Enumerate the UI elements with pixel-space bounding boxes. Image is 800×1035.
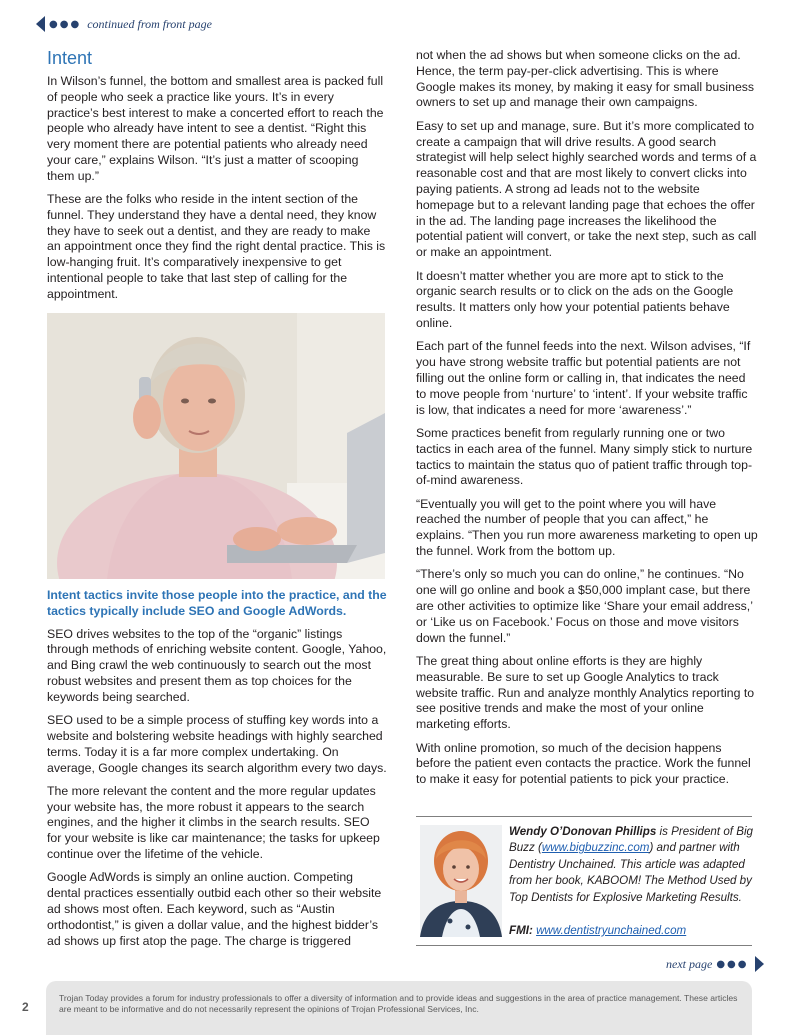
continued-from-marker — [36, 14, 212, 34]
woman-on-phone-photo — [47, 313, 385, 579]
dentistryunchained-link[interactable]: www.dentistryunchained.com — [536, 924, 687, 937]
author-name: Wendy O’Donovan Phillips — [509, 825, 657, 838]
paragraph: In Wilson’s funnel, the bottom and smallest area is packed full of people who seek a practice like yours. It’s in every practice’s best interest to make a concerted effort to reach the people who already have intent to see a dentist. “Right this very moment there are potential patients who already need your care,” explains Wilson. “It’s just a matter of scooping them up.” — [47, 74, 384, 183]
paragraph: “Eventually you will get to the point where you will have reached the number of people that you can affect,” he explains. “Then you run more awareness marketing to open up the funnel. Work from the bottom up. — [416, 496, 758, 559]
paragraph: The great thing about online efforts is they are highly measurable. Be sure to set up Google Analytics to track website traffic. Run and analyze monthly Analytics reporting to see positive trends and make the most of your online marketing efforts. — [416, 654, 755, 732]
paragraph: “There’s only so much you can do online,” he continues. “No one will go online and book a $50,000 implant case, but there are other activities to optimize like ‘Share your email address,’ or ‘Like us on Facebook.’ Focus on those and move visitors down the funnel.” — [416, 567, 753, 645]
paragraph: not when the ad shows but when someone clicks on the ad. Hence, the term pay-per-click advertising. This is where Google makes its money, by making it easy for small business owners to set up and manage their own campaigns. — [416, 48, 755, 110]
author-portrait — [420, 825, 502, 937]
paragraph: The more relevant the content and the more regular updates your website has, the more robust it appears to the search engines, and the higher it climbs in the search results. SEO for your website is like car maintenance; the tasks for upkeep continue over the lifetime of the vehicle. — [47, 783, 380, 862]
arrow-right-icon[interactable] — [755, 956, 764, 972]
paragraph: SEO drives websites to the top of the “organic” listings through methods of enriching website content. Google, Yahoo, and Bing crawl the web continuously to search out the most robust websites and present them as top choices for the keywords being searched. — [47, 626, 387, 704]
next-page-label[interactable]: next page — [666, 956, 713, 971]
fmi-label: FMI: — [509, 924, 533, 937]
footer-disclaimer-box — [46, 981, 752, 1035]
right-column — [416, 48, 758, 796]
bigbuzz-link[interactable]: www.bigbuzzinc.com — [541, 841, 650, 855]
bio-text-1: is President of Big Buzz ( — [509, 825, 753, 855]
photo-caption: Intent tactics invite those people into the practice, and the tactics typically include SEO and Google AdWords. — [47, 587, 387, 618]
page-number: 2 — [22, 1000, 29, 1014]
fmi-line — [509, 924, 686, 937]
dots-icon: ●●● — [716, 958, 749, 970]
section-heading: Intent — [47, 48, 93, 68]
arrow-left-icon — [36, 16, 45, 32]
paragraph: It doesn’t matter whether you are more apt to stick to the organic search results or to click on the ads on the Google results. It matters only how your potential patients behave online. — [416, 268, 734, 330]
author-bio-text — [509, 824, 754, 906]
left-column — [47, 44, 387, 957]
author-bio-box — [416, 816, 752, 946]
author-photo — [420, 825, 502, 937]
paragraph: These are the folks who reside in the intent section of the funnel. They understand they have a dental need, they know they have to seek out a dentist, and they are ready to make an appointment once they find the right dental practice. This is low-hanging fruit. It’s comparatively inexpensive to get intentional people to take that last step of calling for the appointment. — [47, 192, 386, 301]
continued-from-label: continued from front page — [87, 16, 212, 31]
bio-text-2: ) and partner with Dentistry Unchained. This article was adapted from her book, KABOOM! The Method Used by Top Dentists for Explosive Marketing Results. — [509, 841, 752, 904]
paragraph: SEO used to be a simple process of stuffing key words into a website and bolstering website headings with highly searched terms. Today it is a far more complex undertaking. On average, Google changes its search algorithm every two days. — [47, 713, 387, 775]
paragraph: Each part of the funnel feeds into the next. Wilson advises, “If you have strong website traffic but potential patients are not filling out the online form or calling in, that indicates the need to move people from ‘nurture’ to ‘intent’. If your website traffic is low, that indicates a need for more ‘awareness’.” — [416, 339, 751, 417]
photo-illustration — [47, 313, 385, 579]
paragraph: With online promotion, so much of the decision happens before the patient even contacts the practice. Work the funnel to make it easy for potential patients to pick your practice. — [416, 740, 751, 787]
next-page-marker[interactable] — [666, 955, 764, 973]
footer-disclaimer: Trojan Today provides a forum for industry professionals to offer a diversity of information and to provide ideas and suggestions in the area of practice management. These articles are meant to be informative and do not necessarily represent the opinions of Trojan Professional Services, Inc. — [59, 993, 738, 1014]
paragraph: Some practices benefit from regularly running one or two tactics in each area of the funnel. Many simply stick to nurture tactics to maintain the status quo of patient traffic through top-of-mind awareness. — [416, 425, 753, 488]
paragraph: Google AdWords is simply an online auction. Competing dental practices essentially outbid each other so their website ad shows most often. Each keyword, such as “Austin orthodontist,” is given a dollar value, and the highest bidder’s ad shows up first atop the page. The charge is triggered — [47, 870, 382, 948]
dots-icon: ●●● — [49, 18, 82, 30]
paragraph: Easy to set up and manage, sure. But it’s more complicated to create a campaign that will drive results. A good search strategist will help select highly searched words and terms of a reasonable cost and that are most likely to convert clicks into paying patients. A strong ad leads not to the website homepage but to a relevant landing page that echoes the offer in the ad. The landing page increases the likelihood the potential patient will convert, or take the next step, such as call or make an appointment. — [416, 118, 757, 260]
